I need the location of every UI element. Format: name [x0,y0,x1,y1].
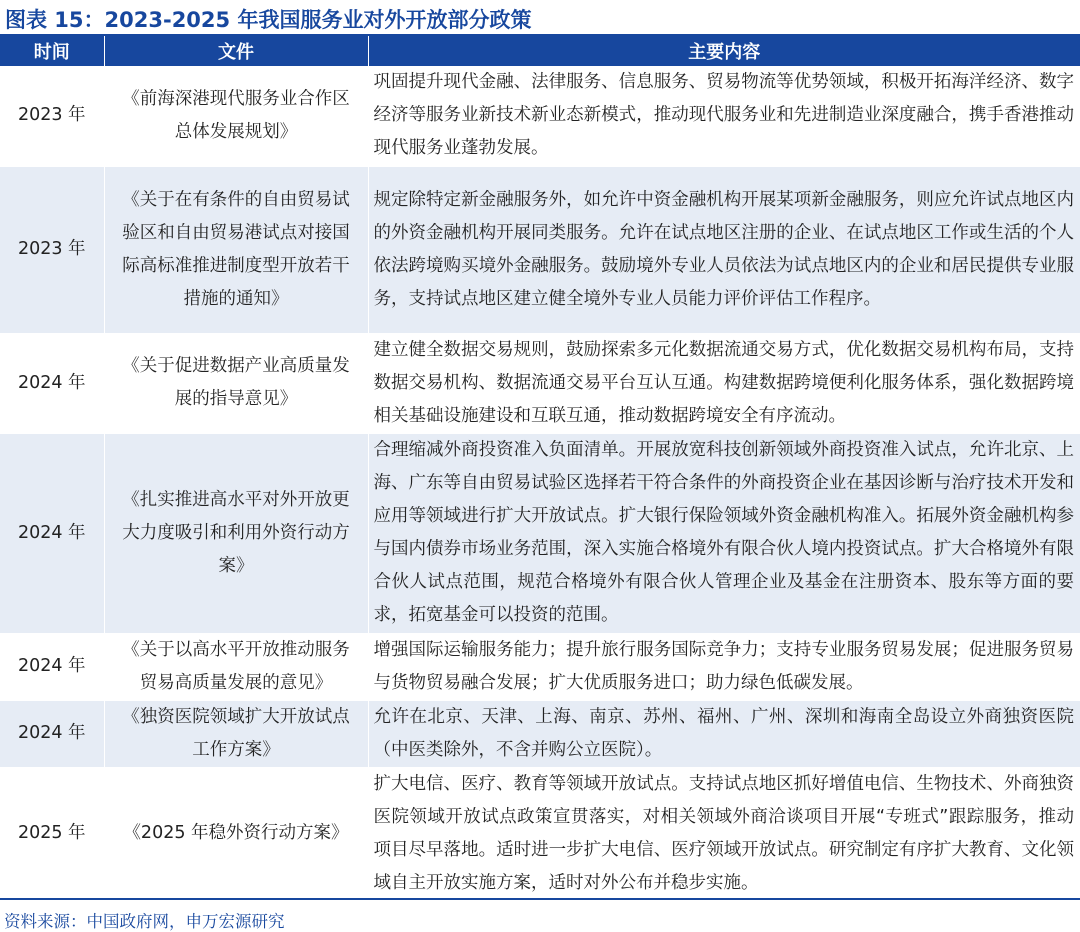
row-content: 扩大电信、医疗、教育等领域开放试点。支持试点地区抓好增值电信、生物技术、外商独资医院领域开放试点政策宣贯落实，对相关领域外商洽谈项目开展“专班式”跟踪服务，推动项目尽早落地。适时进一步扩大电信、医疗领域开放试点。研究制定有序扩大教育、文化领域自主开放实施方案，适时对外公布并稳步实施。 [368,767,1080,900]
bottom-rule [0,898,1080,900]
row-year: 2023 年 [0,166,104,333]
row-document: 《独资医院领域扩大开放试点工作方案》 [104,700,368,767]
header-time: 时间 [0,36,104,66]
row-year: 2024 年 [0,333,104,433]
table-row [0,767,1080,900]
table-row [0,700,1080,767]
header-document: 文件 [104,36,368,66]
row-content: 规定除特定新金融服务外，如允许中资金融机构开展某项新金融服务，则应允许试点地区内的外资金融机构开展同类服务。允许在试点地区注册的企业、在试点地区工作或生活的个人依法跨境购买境外金融服务。鼓励境外专业人员依法为试点地区内的企业和居民提供专业服务，支持试点地区建立健全境外专业人员能力评价评估工作程序。 [368,166,1080,333]
table-row [0,166,1080,333]
header-content: 主要内容 [368,36,1080,66]
row-content: 建立健全数据交易规则，鼓励探索多元化数据流通交易方式，优化数据交易机构布局，支持数据交易机构、数据流通交易平台互认互通。构建数据跨境便利化服务体系，强化数据跨境相关基础设施建设和互联互通，推动数据跨境安全有序流动。 [368,333,1080,433]
row-document: 《前海深港现代服务业合作区总体发展规划》 [104,66,368,166]
row-content: 巩固提升现代金融、法律服务、信息服务、贸易物流等优势领域，积极开拓海洋经济、数字经济等服务业新技术新业态新模式，推动现代服务业和先进制造业深度融合，携手香港推动现代服务业蓬勃发展。 [368,66,1080,166]
table-row [0,433,1080,633]
source-note: 资料来源：中国政府网，申万宏源研究 [4,912,285,931]
row-year: 2025 年 [0,767,104,900]
row-year: 2024 年 [0,433,104,633]
table-row [0,633,1080,700]
figure-title: 图表 15：2023-2025 年我国服务业对外开放部分政策 [5,8,532,32]
row-year: 2024 年 [0,633,104,700]
row-content: 增强国际运输服务能力；提升旅行服务国际竞争力；支持专业服务贸易发展；促进服务贸易与货物贸易融合发展；扩大优质服务进口；助力绿色低碳发展。 [368,633,1080,700]
table-row [0,66,1080,166]
row-year: 2023 年 [0,66,104,166]
row-document: 《2025 年稳外资行动方案》 [104,767,368,900]
table-row [0,333,1080,433]
row-year: 2024 年 [0,700,104,767]
table-header-row [0,36,1080,66]
row-document: 《关于以高水平开放推动服务贸易高质量发展的意见》 [104,633,368,700]
row-document: 《关于在有条件的自由贸易试验区和自由贸易港试点对接国际高标准推进制度型开放若干措施的通知》 [104,166,368,333]
row-document: 《扎实推进高水平对外开放更大力度吸引和利用外资行动方案》 [104,433,368,633]
policy-table [0,36,1080,901]
row-document: 《关于促进数据产业高质量发展的指导意见》 [104,333,368,433]
row-content: 合理缩减外商投资准入负面清单。开展放宽科技创新领域外商投资准入试点，允许北京、上海、广东等自由贸易试验区选择若干符合条件的外商投资企业在基因诊断与治疗技术开发和应用等领域进行扩大开放试点。扩大银行保险领域外资金融机构准入。拓展外资金融机构参与国内债券市场业务范围，深入实施合格境外有限合伙人境内投资试点。扩大合格境外有限合伙人试点范围，规范合格境外有限合伙人管理企业及基金在注册资本、股东等方面的要求，拓宽基金可以投资的范围。 [368,433,1080,633]
row-content: 允许在北京、天津、上海、南京、苏州、福州、广州、深圳和海南全岛设立外商独资医院（中医类除外，不含并购公立医院）。 [368,700,1080,767]
